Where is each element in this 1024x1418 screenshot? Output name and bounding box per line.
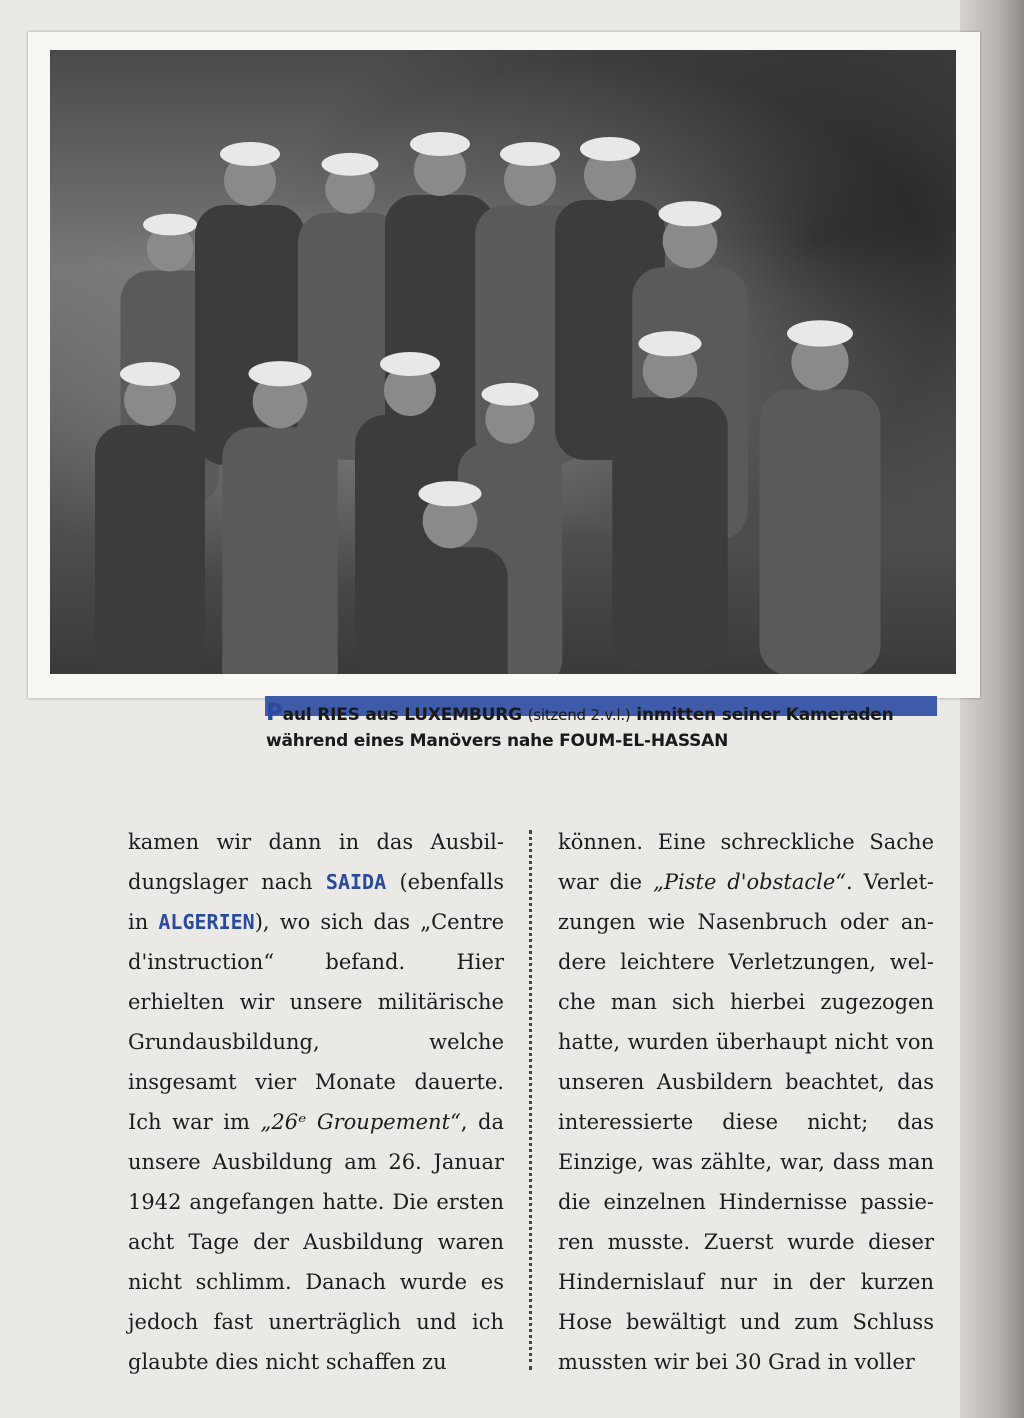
caption-name: aul RIES: [282, 705, 360, 725]
caption-initial: P: [266, 700, 283, 726]
text-run: kamen wir dann in das Ausbildungslager nach: [128, 830, 504, 894]
caption-position: (sitzend 2.v.l.): [527, 706, 631, 724]
group-photo: [50, 50, 956, 674]
caption-rest: inmitten seiner Kameraden: [630, 705, 894, 725]
caption-from: aus LUXEMBURG: [359, 705, 528, 725]
left-paragraph: [128, 822, 504, 1382]
text-run: können. Eine schreckliche Sache war die: [558, 830, 934, 894]
right-paragraph: [558, 822, 934, 1382]
photo-frame: [28, 32, 980, 698]
text-run: ), wo sich das „Centre d'instruction“ befand. Hier erhielten wir unsere militärische Grundausbildung, welche insgesamt vier Monate dauerte. Ich war im: [128, 910, 505, 1134]
text-run: . Verletzungen wie Nasenbruch oder andere leichtere Verletzungen, welche man sich hierbei zugezogen hatte, wurden überhaupt nicht von unseren Ausbildern beachtet, das interessierte diese nicht; das Einzige, was zählte, war, dass man die einzelnen Hindernisse passieren musste. Zuerst wurde dieser Hindernislauf nur in der kurzen Hose bewältigt und zum Schluss mussten wir bei 30 Grad in voller: [558, 870, 934, 1374]
photo-figures: [50, 50, 956, 674]
person-silhouette: [760, 320, 881, 674]
left-column: [128, 822, 504, 1382]
photo-caption: [266, 700, 966, 754]
text-run: , da unsere Ausbildung am 26. Januar 1942 angefangen hatte. Die ersten acht Tage der Ausbildung waren nicht schlimm. Danach wurde es jedoch fast unerträglich und ich glaubte dies nicht schaffen zu: [128, 1110, 504, 1374]
place-saida: SAIDA: [325, 870, 387, 894]
text-run: (ebenfalls in: [128, 870, 504, 934]
right-column: [558, 822, 934, 1382]
column-divider: [529, 830, 532, 1370]
place-algerien: ALGERIEN: [158, 910, 255, 934]
caption-line-2: während eines Manövers nahe FOUM-EL-HASSAN: [266, 731, 729, 751]
groupement-term: „26ᵉ Groupement“: [260, 1110, 461, 1134]
caption-line-1: [266, 700, 966, 728]
piste-term: „Piste d'obstacle“: [653, 870, 846, 894]
